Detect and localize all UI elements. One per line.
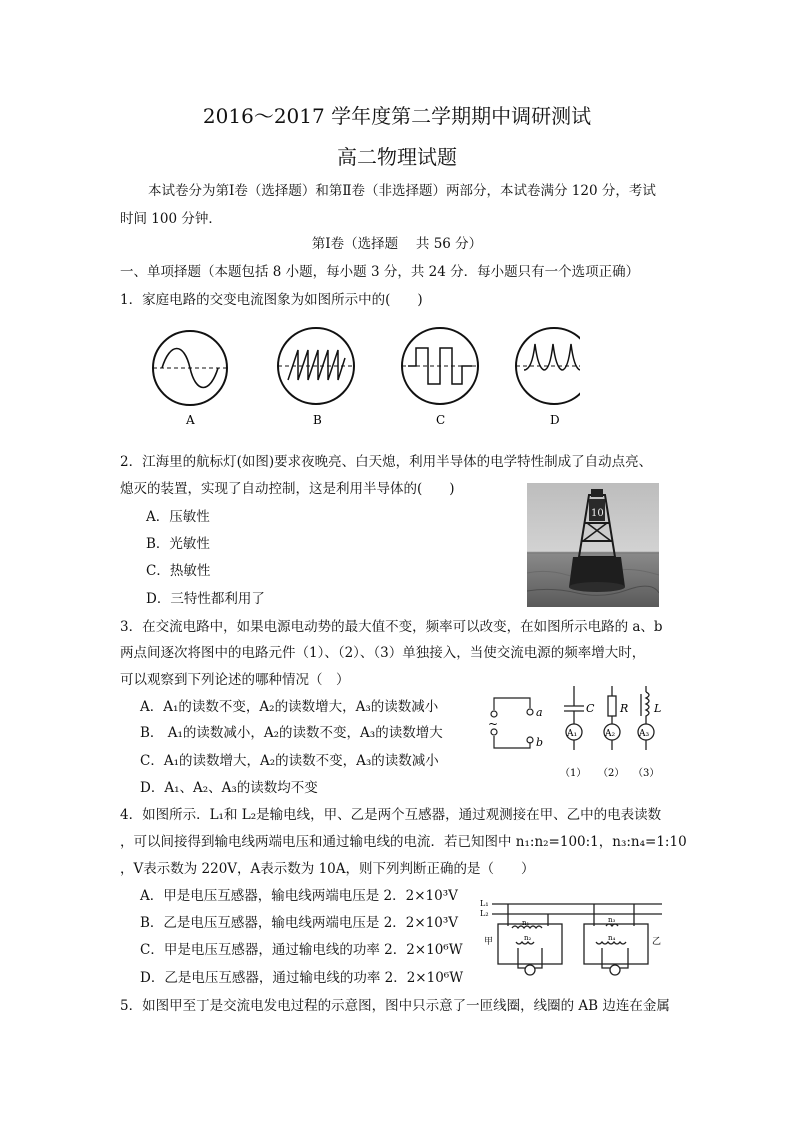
waveform-a-icon (153, 331, 227, 405)
ammeter-icon (610, 965, 620, 975)
waveform-c-icon (402, 328, 478, 404)
jia-label: 甲 (484, 937, 494, 947)
ac-symbol: ~ (488, 717, 499, 731)
waveform-b-icon (278, 328, 354, 404)
ammeter-a2-label: A₂ (605, 729, 616, 739)
ammeter-a1-label: A₁ (567, 729, 578, 739)
yi-label: 乙 (652, 937, 662, 947)
q3-option-b: B． A₁的读数减小，A₂的读数不变，A₃的读数增大 (140, 725, 443, 741)
option-c-label: C (436, 413, 446, 427)
question-4-stem-3: ，V表示数为 220V，A表示数为 10A，则下列判断正确的是（ ） (120, 861, 535, 877)
terminal-a-label: a (536, 706, 543, 719)
section-heading: 一、单项择题（本题包括 8 小题，每小题 3 分，共 24 分．每小题只有一个选项正确） (120, 264, 640, 280)
question-1-stem: 1．家庭电路的交变电流图象为如图所示中的( ) (120, 292, 423, 308)
question-5-stem-1: 5．如图甲至丁是交流电发电过程的示意图，图中只示意了一匝线圈，线圈的 AB 边连在金属 (120, 998, 670, 1014)
waveform-d-icon (516, 328, 580, 404)
question-4-stem-2: ，可以间接得到输电线两端电压和通过输电线的电流．若已知图中 n₁:n₂=100:1，n₃:n₄=1:10 (120, 834, 687, 850)
buoy-number: 10 (591, 508, 604, 519)
q1-waveform-figure (140, 322, 580, 430)
l1-label: L₁ (480, 899, 489, 908)
question-3-stem-1: 3．在交流电路中，如果电源电动势的最大值不变，频率可以改变，在如图所示电路的 a、b (120, 619, 663, 635)
q4-option-b: B．乙是电压互感器，输电线两端电压是 2．2×10³V (140, 915, 459, 931)
q4-option-c: C．甲是电压互感器，通过输电线的功率 2．2×10⁶W (140, 942, 463, 958)
q3-option-d: D．A₁、A₂、A₃的读数均不变 (140, 780, 318, 796)
l2-label: L₂ (480, 909, 489, 918)
q2-option-b: B．光敏性 (146, 536, 210, 552)
terminal-b-label: b (536, 736, 544, 749)
question-2-stem-2: 熄灭的装置，实现了自动控制，这是利用半导体的( ) (120, 481, 455, 497)
resistor-label: R (620, 702, 629, 715)
q3-option-a: A．A₁的读数不变，A₂的读数增大，A₃的读数减小 (140, 699, 439, 715)
q2-option-d: D．三特性都利用了 (146, 591, 265, 607)
option-d-label: D (550, 413, 560, 427)
ammeter-a3-label: A₃ (639, 729, 650, 739)
element-2-label: （2） (598, 768, 625, 779)
capacitor-icon (564, 686, 584, 750)
option-a-label: A (186, 413, 195, 427)
capacitor-label: C (586, 702, 595, 715)
voltmeter-icon (525, 965, 535, 975)
q4-option-a: A．甲是电压互感器，输电线两端电压是 2．2×10³V (140, 888, 458, 904)
q2-option-c: C．热敏性 (146, 563, 211, 579)
q2-option-a: A．压敏性 (146, 509, 210, 525)
intro-line-2: 时间 100 分钟． (120, 211, 222, 227)
inductor-icon (638, 686, 654, 750)
page-title: 2016～2017 学年度第二学期期中调研测试 (202, 104, 592, 128)
option-b-label: B (313, 413, 322, 427)
n3-label: n₃ (608, 916, 616, 924)
question-3-stem-2: 两点间逐次将图中的电路元件（1）、（2）、（3）单独接入，当使交流电源的频率增大时， (120, 645, 646, 661)
element-3-label: （3） (633, 768, 660, 779)
element-1-label: （1） (560, 768, 587, 779)
intro-line-1: 本试卷分为第Ⅰ卷（选择题）和第Ⅱ卷（非选择题）两部分，本试卷满分 120 分，考试 (148, 183, 656, 199)
q3-circuit-figure (482, 684, 682, 784)
resistor-icon (604, 686, 620, 750)
page-subtitle: 高二物理试题 (337, 145, 457, 169)
buoy-photo (527, 483, 659, 607)
n4-label: n₄ (608, 934, 616, 942)
q4-transformer-figure (478, 892, 668, 984)
question-2-stem-1: 2．江海里的航标灯(如图)要求夜晚亮、白天熄，利用半导体的电学特性制成了自动点亮、 (120, 454, 653, 470)
q4-option-d: D．乙是电压互感器，通过输电线的功率 2．2×10⁶W (140, 970, 464, 986)
q3-option-c: C．A₁的读数增大，A₂的读数不变，A₃的读数减小 (140, 753, 439, 769)
n2-label: n₂ (524, 934, 532, 942)
inductor-label: L (654, 702, 662, 715)
n1-label: n₁ (522, 919, 530, 927)
question-4-stem-1: 4．如图所示．L₁和 L₂是输电线，甲、乙是两个互感器，通过观测接在甲、乙中的电表读数 (120, 807, 662, 823)
part-heading: 第Ⅰ卷（选择题 共 56 分） (311, 236, 483, 252)
question-3-stem-3: 可以观察到下列论述的哪种情况（ ） (120, 672, 350, 688)
